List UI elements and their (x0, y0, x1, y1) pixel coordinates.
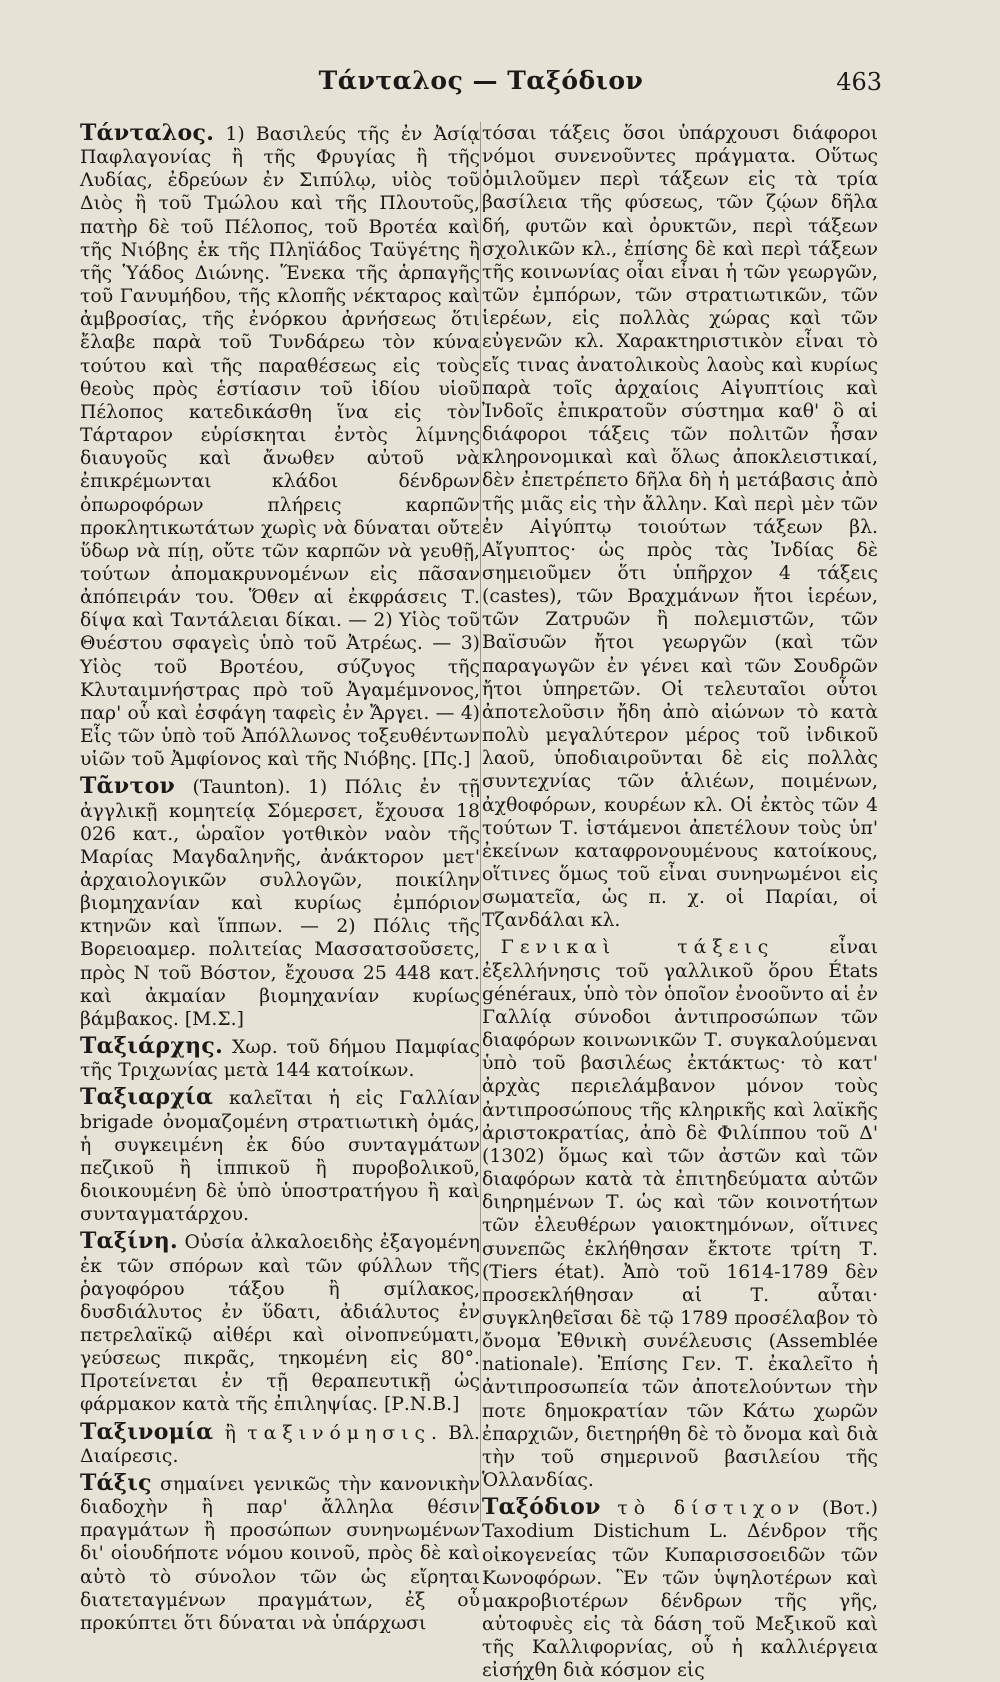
right-column (482, 122, 879, 1682)
running-header (80, 60, 882, 110)
entry-headword: Ταξινομία (80, 1418, 214, 1445)
entry-text-after: (Βοτ.) Taxodium Distichum L. Δένδρον τῆς οἰκογενείας τῶν Κυπαρισσοειδῶν τῶν Κωνοφόρων. Ἓν τῶν ὑψηλοτέρων καὶ μακροβιοτέρων δένδρων τῆς γῆς, αὐτοφυὲς εἰς τὰ δάση τοῦ Μεξικοῦ καὶ τῆς Καλλιφορνίας, οὗ ἡ καλλιέργεια εἰσήχθη διὰ κόσμον εἰς (482, 1498, 878, 1682)
entry-text-after: . Βλ. Διαίρεσις. (80, 1422, 480, 1467)
entry-spaced-term: ταξινόμησις (247, 1422, 431, 1444)
page-header-title: Τάνταλος — Ταξόδιον (318, 66, 644, 95)
entry-taxinomia (80, 1418, 480, 1468)
entry-taxiarches (80, 1035, 480, 1082)
entry-text: καλεῖται ἡ εἰς Γαλλίαν brigade ὀνομαζομένη στρατιωτικὴ ὁμάς, ἡ συγκειμένη ἐκ δύο συνταγμάτων πεζικοῦ ἢ ἱππικοῦ ἢ πυροβολικοῦ, διοικουμένη δὲ ὑπὸ ὑποστρατήγου ἢ καὶ συνταγματάρχου. (80, 1088, 480, 1226)
entry-text: (Taunton). 1) Πόλις ἐν τῇ ἀγγλικῇ κομητείᾳ Σόμερσετ, ἔχουσα 18 026 κατ., ὡραῖον γοτθικὸν ναὸν τῆς Μαρίας Μαγδαληνῆς, ἀνάκτορον μετ' ἀρχαιολογικῶν συλλογῶν, ποικίλην βιομηχανίαν καὶ κυρίως ἐμπόριον κτηνῶν καὶ ἵππων. — 2) Πόλις τῆς Βορειοαμερ. πολιτείας Μασσατσοῦσετς, πρὸς Ν τοῦ Βόστον, ἔχουσα 25 448 κατ. καὶ ἀκμαίαν βιομηχανίαν κυρίως βάμβακος. [Μ.Σ.] (80, 777, 480, 1030)
entry-text: 1) Βασιλεύς τῆς ἐν Ἀσίᾳ Παφλαγονίας ἢ τῆς Φρυγίας ἢ τῆς Λυδίας, ἐδρεύων ἐν Σιπύλῳ, υἱὸς τοῦ Διὸς ἢ τοῦ Τμώλου καὶ τῆς Πλουτοῦς, πατὴρ δὲ τοῦ Πέλοπος, τοῦ Βροτέα καὶ τῆς Νιόβης ἐκ τῆς Πληϊάδος Ταϋγέτης ἢ τῆς Ὑάδος Διώνης. Ἕνεκα τῆς ἁρπαγῆς τοῦ Γανυμήδου, τῆς κλοπῆς νέκταρος καὶ ἀμβροσίας, τῆς ἐνόρκου ἀρνήσεως ὅτι ἔλαβε παρὰ τοῦ Τυνδάρεω τὸν κύνα τούτου καὶ τῆς παραθέσεως εἰς τοὺς θεοὺς πρὸς ἑστίασιν τοῦ ἰδίου υἱοῦ Πέλοπος κατεδικάσθη ἵνα εἰς τὸν Τάρταρον εὑρίσκηται ἐντὸς λίμνης διαυγοῦς καὶ ἄνωθεν αὐτοῦ νὰ ἐπικρέμωνται κλάδοι δένδρων ὀπωροφόρων πλήρεις καρπῶν προκλητικωτάτων χωρὶς νὰ δύναται οὔτε ὕδωρ νὰ πίῃ, οὔτε τῶν καρπῶν νὰ γευθῇ, τούτων ἀπομακρυνομένων εἰς πᾶσαν ἀπόπειράν του. Ὅθεν αἱ ἐκφράσεις Τ. δίψα καὶ Ταντάλειαι δίκαι. — 2) Υἱὸς τοῦ Θυέστου σφαγεὶς ὑπὸ τοῦ Ἀτρέως. — 3) Υἱὸς τοῦ Βροτέου, σύζυγος τῆς Κλυταιμνήστρας πρὸ τοῦ Ἀγαμέμνονος, παρ' οὗ καὶ ἐσφάγη ταφεὶς ἐν Ἄργει. — 4) Εἷς τῶν ὑπὸ τοῦ Ἀπόλλωνος τοξευθέντων υἱῶν τοῦ Ἀμφίονος καὶ τῆς Νιόβης. [Πς.] (80, 124, 480, 771)
entry-headword: Τᾶντον (80, 773, 176, 800)
entry-taxis (80, 1469, 480, 1635)
entry-text: τόσαι τάξεις ὅσοι ὑπάρχουσι διάφοροι νόμοι συνενοῦντες πράγματα. Οὕτως ὁμιλοῦμεν περὶ τάξεων εἰς τὰ τρία βασίλεια τῆς φύσεως, τῶν ζῴων δῆλα δή, φυτῶν καὶ ὀρυκτῶν, περὶ τάξεων σχολικῶν κλ., ἐπίσης δὲ καὶ περὶ τάξεων τῆς κοινωνίας οἷαι εἶναι ἡ τῶν γεωργῶν, τῶν ἐμπόρων, τῶν στρατιωτικῶν, τῶν ἱερέων, εἰς πολλὰς χώρας καὶ τῶν εὐγενῶν κλ. Χαρακτηριστικὸν εἶναι τὸ εἴς τινας ἀνατολικοὺς λαοὺς καὶ κυρίως παρὰ τοῖς ἀρχαίοις Αἰγυπτίοις καὶ Ἰνδοῖς ἐπικρατοῦν σύστημα καθ' ὃ αἱ διάφοροι τάξεις τῶν πολιτῶν ἦσαν κληρονομικαὶ καὶ ὅλως ἀποκλειστικαί, δὲν ἐπετρέπετο δῆλα δὴ ἡ μετάβασις ἀπὸ τῆς μιᾶς εἰς τὴν ἄλλην. Καὶ περὶ μὲν τῶν ἐν Αἰγύπτῳ τοιούτων τάξεων βλ. Αἴγυπτος· ὡς πρὸς τὰς Ἰνδίας δὲ σημειοῦμεν ὅτι ὑπῆρχον 4 τάξεις (castes), τῶν Βραχμάνων ἤτοι ἱερέων, τῶν Ζατρυῶν ἢ πολεμιστῶν, τῶν Βαϊσυῶν ἤτοι γεωργῶν (καὶ τῶν παραγωγῶν ἐν γένει καὶ τῶν Σουδρῶν ἤτοι ὑπηρετῶν. Οἱ τελευταῖοι οὗτοι ἀποτελοῦσιν ἤδη ἀπὸ αἰώνων τὸ κατὰ πολὺ μεγαλύτερον μέρος τοῦ ἰνδικοῦ λαοῦ, ὑποδιαιροῦνται δὲ εἰς πολλὰς συντεχνίας τῶν ἁλιέων, ποιμένων, ἀχθοφόρων, κουρέων κλ. Οἱ ἐκτὸς τῶν 4 τούτων Τ. ἱστάμενοι ἀπετέλουν τοὺς ὑπ' ἐκείνων καταφρονουμένους κατοίκους, οἵτινες ὅμως τοῦ εἶναι συνηνωμένοι εἰς σωματεῖα, ὡς π. χ. οἱ Παρίαι, οἱ Τζανδάλαι κλ. (482, 123, 878, 932)
entry-text: σημαίνει γενικῶς τὴν κανονικὴν διαδοχὴν ἢ παρ' ἄλληλα θέσιν πραγμάτων ἢ προσώπων συνηνωμένων δι' οἱουδήποτε νόμου κοινοῦ, πρὸς δὲ καὶ αὐτὸ τὸ σύνολον τῶν ὡς εἴρηται διατεταγμένων πραγμάτων, ἐξ οὗ προκύπτει ὅτι δύναται νὰ ὑπάρχωσι (80, 1473, 480, 1634)
entry-spaced-term: τὸ δίστιχον (617, 1498, 806, 1520)
entry-taxis-continued (482, 122, 878, 932)
entry-spaced-term: Γενικαὶ τάξεις (500, 937, 775, 959)
entry-text (601, 1498, 618, 1519)
page-number: 463 (836, 68, 882, 96)
entry-text: εἶναι ἐξελλήνησις τοῦ γαλλικοῦ ὅρου États généraux, ὑπὸ τὸν ὁποῖον ἐνοοῦντο αἱ ἐν Γαλλίᾳ σύνοδοι ἀντιπροσώπων τῶν διαφόρων κοινωνικῶν Τ. συγκαλούμεναι ὑπὸ τοῦ βασιλέως ἐκτάκτως· τὸ κατ' ἀρχὰς περιελάμβανον μόνον τοὺς ἀντιπροσώπους τῆς κληρικῆς καὶ λαϊκῆς ἀριστοκρατίας, ἀπὸ δὲ Φιλίππου τοῦ Δ' (1302) ὅμως καὶ τῶν ἀστῶν καὶ τῶν διαφόρων κατὰ τὰ ἐπιτηδεύματα αὐτῶν διηρημένων Τ. ὡς καὶ τῶν κοινοτήτων τῶν ἐλευθέρων γαιοκτημόνων, οἵτινες συνεπῶς ἐκλήθησαν ἔκτοτε τρίτη Τ. (Tiers état). Ἀπὸ τοῦ 1614-1789 δὲν προσεκλήθησαν αἱ Τ. αὗται· συγκληθεῖσαι δὲ τῷ 1789 προσέλαβον τὸ ὄνομα Ἐθνικὴ συνέλευσις (Assemblée nationale). Ἐπίσης Γεν. Τ. ἐκαλεῖτο ἡ ἀντιπροσωπεία τῶν ἀποτελούντων τὴν ποτε δημοκρατίαν τῶν Κάτω χωρῶν ἐπαρχιῶν, διετηρήθη δὲ τὸ ὄνομα καὶ διὰ τὴν τοῦ σημερινοῦ βασιλείου τῆς Ὁλλανδίας. (482, 937, 879, 1492)
entry-taxiarchia (80, 1086, 480, 1226)
entry-taxine (80, 1230, 480, 1416)
left-column (80, 120, 480, 1634)
entry-text: ἢ (213, 1422, 248, 1444)
entry-text: Οὐσία ἀλκαλοειδὴς ἐξαγομένη ἐκ τῶν σπόρων καὶ τῶν φύλλων τῆς ῥαγοφόρου τάξου ἢ σμίλακος, δυσδιάλυτος ἐν ὕδατι, ἀδιάλυτος ἐν πετρελαϊκῷ αἰθέρι καὶ οἰνοπνεύματι, γεύσεως πικρᾶς, τηκομένη εἰς 80°. Προτείνεται ἐν τῇ θεραπευτικῇ ὡς φάρμακον κατὰ τῆς ἐπιληψίας. [Ρ.Ν.Β.] (80, 1232, 480, 1416)
entry-taunton (80, 775, 480, 1031)
entry-genikai-taxeis (482, 936, 878, 1492)
entry-headword: Ταξίνη. (80, 1228, 178, 1255)
column-divider (480, 122, 481, 1522)
entry-headword: Ταξιαρχία (80, 1084, 214, 1111)
entry-headword: Ταξόδιον (482, 1494, 601, 1521)
entry-headword: Τάξις (80, 1469, 152, 1496)
entry-text: Χωρ. τοῦ δήμου Παμφίας τῆς Τριχωνίας μετὰ 144 κατοίκων. (80, 1037, 480, 1082)
entry-headword: Τάνταλος. (80, 120, 215, 146)
entry-taxodion (482, 1496, 878, 1682)
entry-tantalos (80, 122, 480, 771)
entry-headword: Ταξιάρχης. (80, 1033, 224, 1060)
